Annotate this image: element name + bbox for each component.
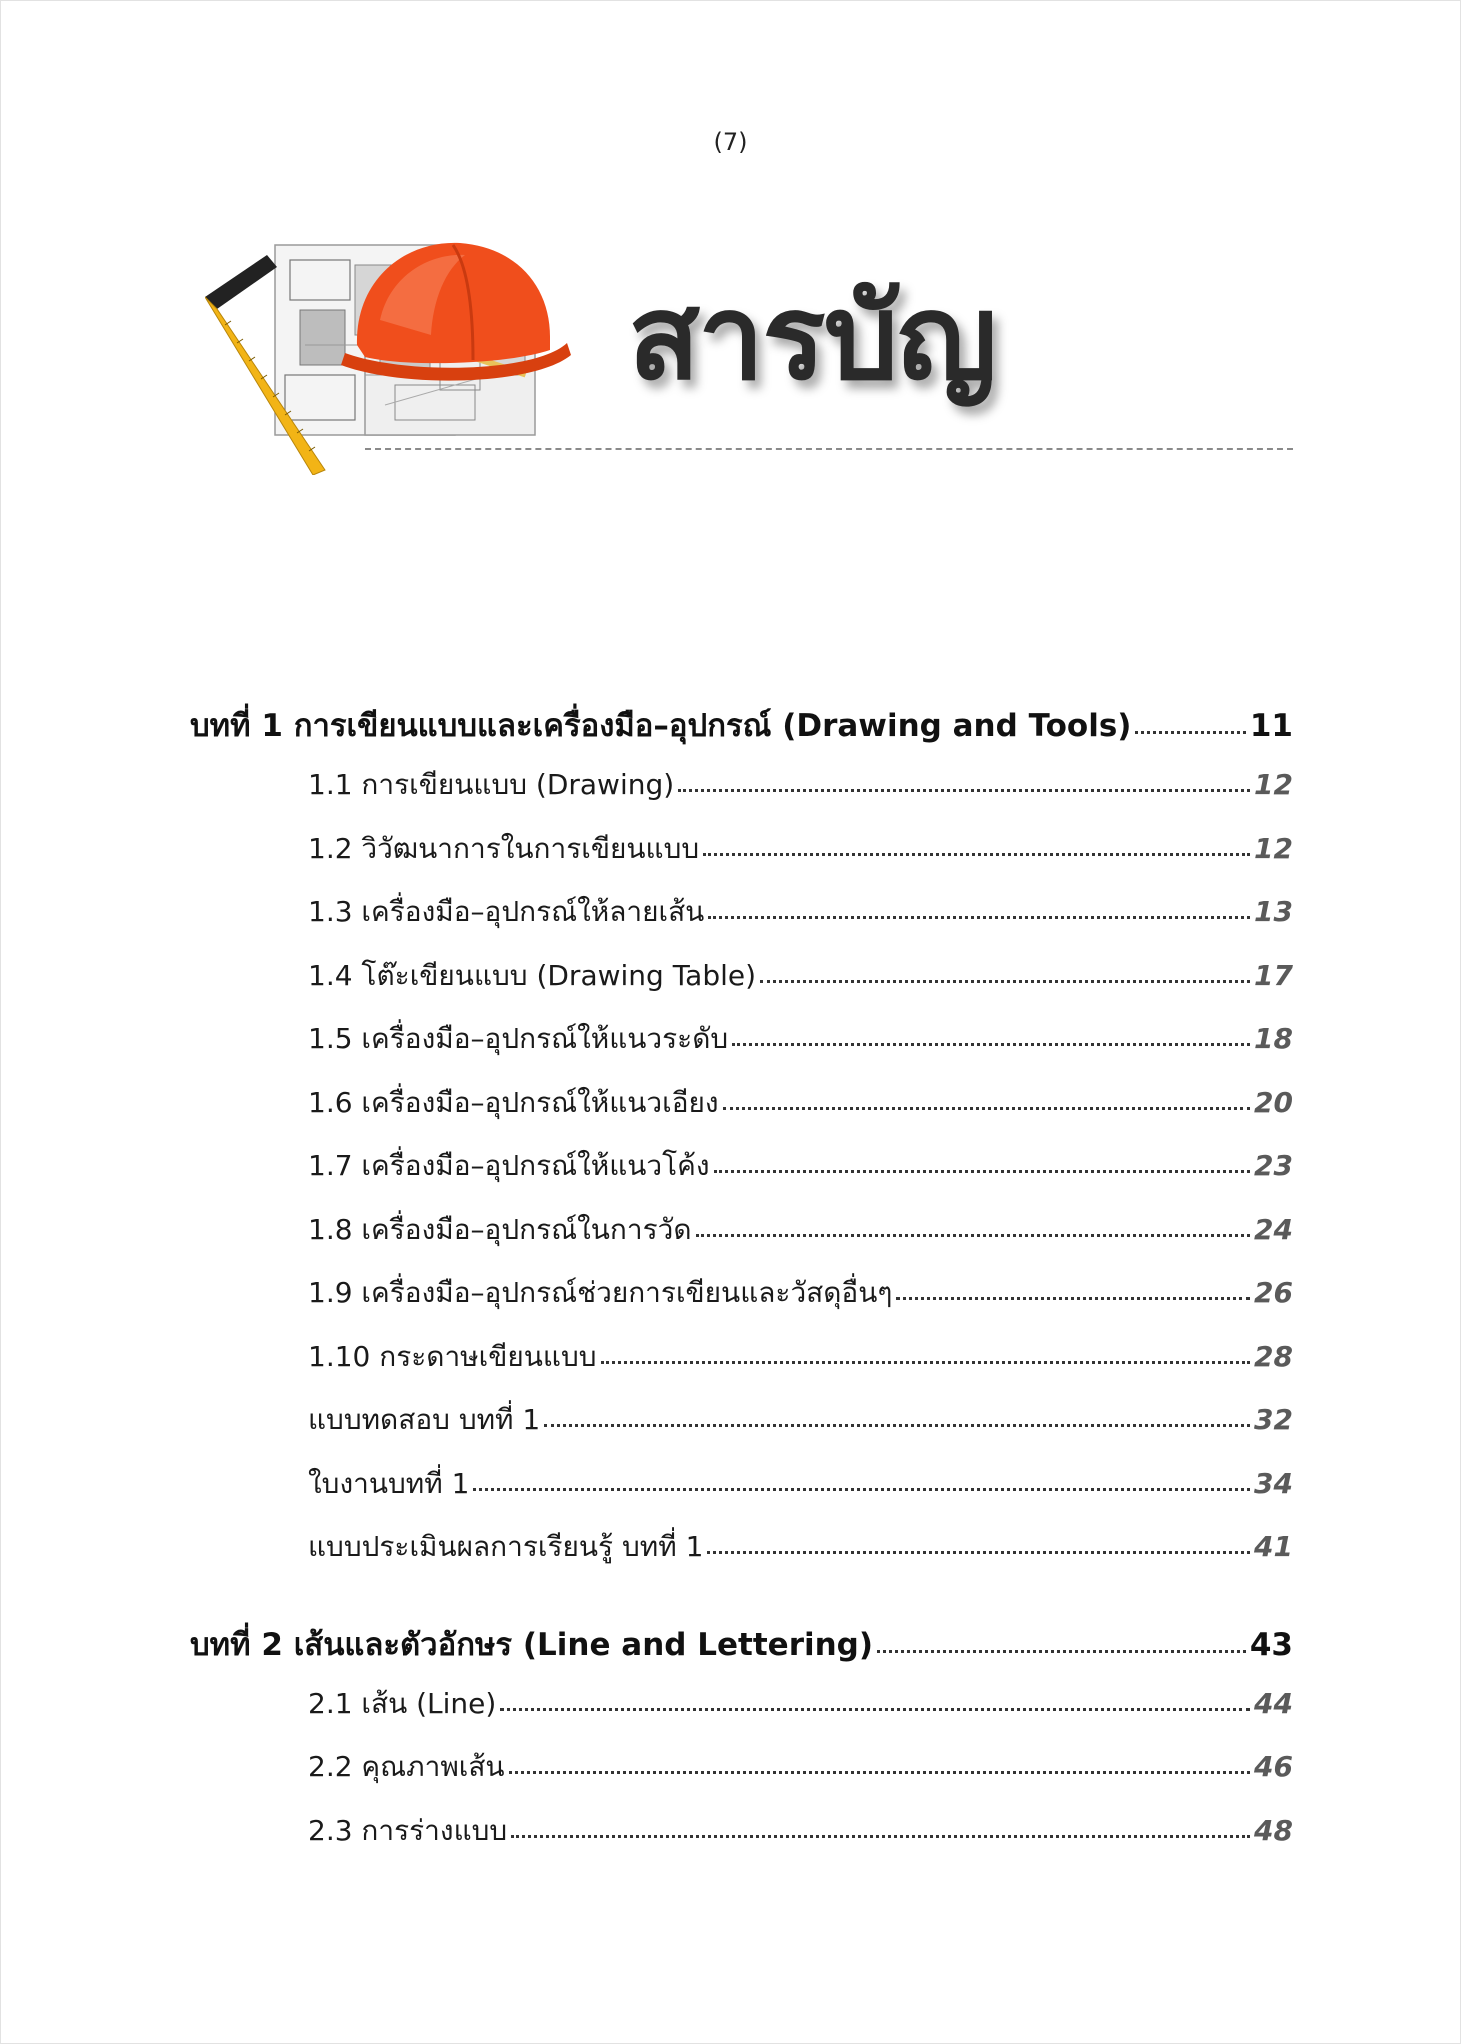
chapter-title: บทที่ 2 เส้นและตัวอักษร (Line and Lettering)	[190, 1626, 874, 1663]
toc-entry[interactable]	[190, 954, 1293, 1018]
toc-entry[interactable]	[190, 763, 1293, 827]
dot-leader	[896, 1297, 1250, 1300]
dot-leader	[723, 1107, 1250, 1110]
entry-page-number: 13	[1254, 895, 1293, 928]
toc-entry[interactable]	[190, 1398, 1293, 1462]
dot-leader	[473, 1488, 1250, 1491]
entry-title: 1.10 กระดาษเขียนแบบ	[308, 1339, 597, 1373]
dot-leader	[1135, 731, 1245, 734]
entry-title: 1.1 การเขียนแบบ (Drawing)	[308, 768, 675, 801]
entry-title: 1.8 เครื่องมือ–อุปกรณ์ในการวัด	[308, 1212, 692, 1246]
entry-title: 1.3 เครื่องมือ–อุปกรณ์ให้ลายเส้น	[308, 895, 705, 928]
table-of-contents	[190, 700, 1293, 1872]
entry-page-number: 34	[1254, 1466, 1293, 1500]
page-title: สารบัญ	[628, 268, 996, 406]
entry-page-number: 20	[1254, 1085, 1293, 1119]
entry-page-number: 28	[1254, 1339, 1293, 1373]
toc-entry[interactable]	[190, 1745, 1293, 1809]
dot-leader	[511, 1835, 1250, 1838]
entry-title: ใบงานบทที่ 1	[308, 1466, 470, 1500]
dot-leader	[678, 789, 1250, 792]
toc-entry[interactable]	[190, 1208, 1293, 1272]
entry-title: 2.2 คุณภาพเส้น	[308, 1750, 505, 1783]
entry-page-number: 18	[1254, 1022, 1293, 1055]
toc-entry[interactable]	[190, 890, 1293, 954]
entry-page-number: 48	[1254, 1813, 1293, 1847]
entry-page-number: 23	[1254, 1149, 1293, 1182]
toc-entry[interactable]	[190, 1525, 1293, 1589]
entry-title: 1.4 โต๊ะเขียนแบบ (Drawing Table)	[308, 958, 757, 992]
dot-leader	[707, 1551, 1250, 1554]
entry-page-number: 12	[1254, 831, 1293, 865]
page-number: (7)	[713, 128, 748, 156]
toc-chapter-2[interactable]	[190, 1619, 1293, 1682]
toc-entry[interactable]	[190, 827, 1293, 891]
entry-page-number: 41	[1254, 1530, 1293, 1563]
entry-title: 2.1 เส้น (Line)	[308, 1686, 497, 1720]
toc-chapter-1[interactable]	[190, 700, 1293, 763]
entry-title: 1.7 เครื่องมือ–อุปกรณ์ให้แนวโค้ง	[308, 1149, 710, 1182]
entry-title: 1.2 วิวัฒนาการในการเขียนแบบ	[308, 831, 700, 865]
entry-page-number: 17	[1254, 958, 1293, 992]
chapter-spacer	[190, 1589, 1293, 1619]
toc-entry[interactable]	[190, 1271, 1293, 1335]
dot-leader	[703, 853, 1250, 856]
chapter-page-number: 43	[1249, 1626, 1293, 1663]
dot-leader	[500, 1708, 1250, 1711]
entry-title: 1.5 เครื่องมือ–อุปกรณ์ให้แนวระดับ	[308, 1022, 729, 1055]
toc-entry[interactable]	[190, 1144, 1293, 1208]
toc-entry[interactable]	[190, 1462, 1293, 1526]
entry-title: 1.9 เครื่องมือ–อุปกรณ์ช่วยการเขียนและวัสดุอื่นๆ	[308, 1276, 893, 1309]
chapter-title: บทที่ 1 การเขียนแบบและเครื่องมือ–อุปกรณ์ (Drawing and Tools)	[190, 708, 1132, 744]
dot-leader	[696, 1234, 1251, 1237]
entry-title: 1.6 เครื่องมือ–อุปกรณ์ให้แนวเอียง	[308, 1085, 719, 1119]
entry-page-number: 46	[1254, 1750, 1293, 1783]
entry-title: แบบทดสอบ บทที่ 1	[308, 1403, 541, 1436]
entry-title: 2.3 การร่างแบบ	[308, 1813, 508, 1847]
toc-entry[interactable]	[190, 1809, 1293, 1873]
dot-leader	[708, 916, 1250, 919]
dot-leader	[732, 1043, 1250, 1046]
dot-leader	[877, 1650, 1246, 1653]
toc-entry[interactable]	[190, 1682, 1293, 1746]
toc-entry[interactable]	[190, 1017, 1293, 1081]
entry-page-number: 26	[1254, 1276, 1293, 1309]
toc-entry[interactable]	[190, 1081, 1293, 1145]
entry-page-number: 44	[1254, 1686, 1293, 1720]
dot-leader	[601, 1361, 1251, 1364]
dot-leader	[544, 1424, 1250, 1427]
entry-page-number: 32	[1254, 1403, 1293, 1436]
entry-title: แบบประเมินผลการเรียนรู้ บทที่ 1	[308, 1530, 704, 1563]
entry-page-number: 24	[1254, 1212, 1293, 1246]
dashed-divider	[365, 448, 1293, 450]
dot-leader	[509, 1771, 1250, 1774]
header-illustration	[205, 225, 575, 475]
dot-leader	[714, 1170, 1250, 1173]
chapter-page-number: 11	[1249, 708, 1293, 744]
entry-page-number: 12	[1254, 768, 1293, 801]
dot-leader	[760, 980, 1250, 983]
toc-entry[interactable]	[190, 1335, 1293, 1399]
